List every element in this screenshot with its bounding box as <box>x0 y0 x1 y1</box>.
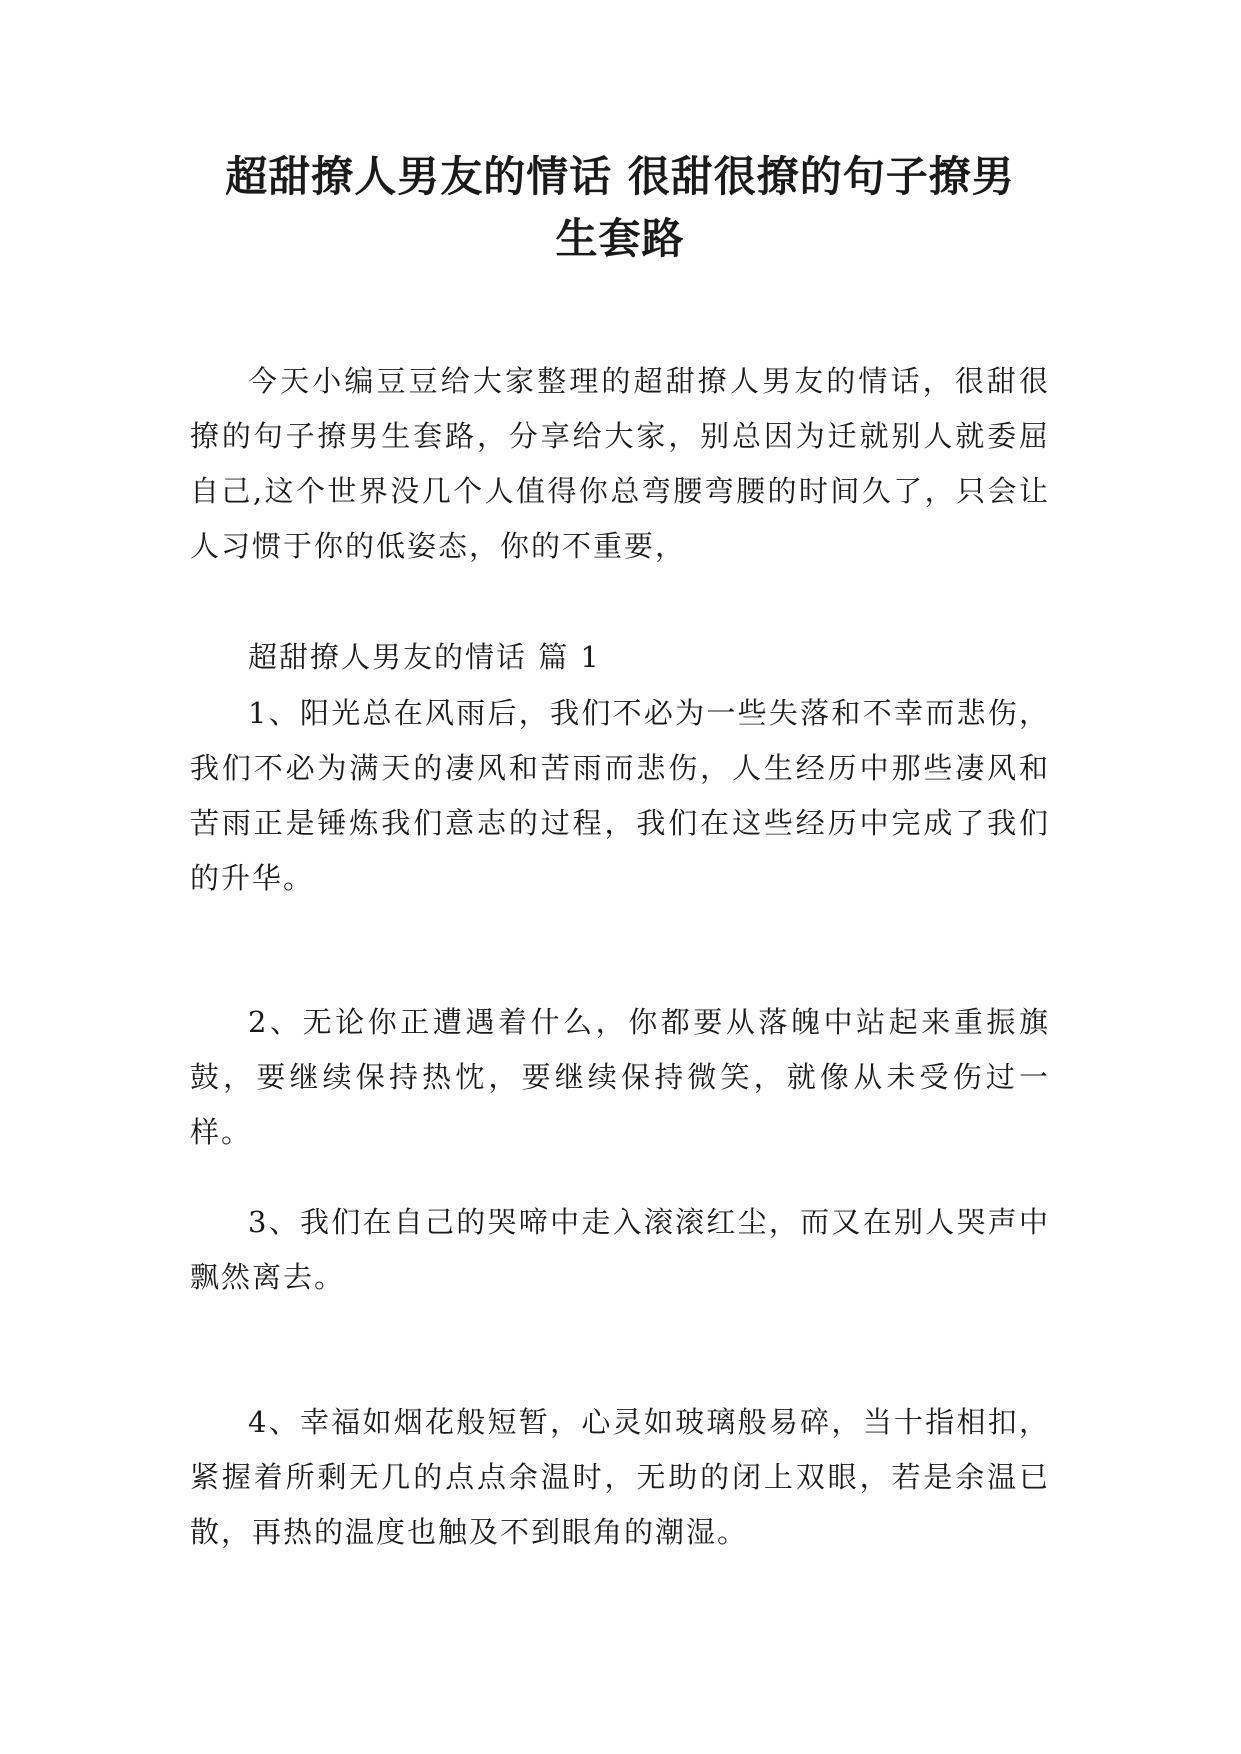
page-title <box>185 146 1055 270</box>
list-item: 4、幸福如烟花般短暂，心灵如玻璃般易碎，当十指相扣，紧握着所剩无几的点点余温时，无助的闭上双眼，若是余温已散，再热的温度也触及不到眼角的潮湿。 <box>190 1405 1050 1549</box>
section-heading: 超甜撩人男友的情话 篇 1 <box>248 640 601 674</box>
list-item: 2、无论你正遭遇着什么，你都要从落魄中站起来重振旗鼓，要继续保持热忱，要继续保持微笑，就像从未受伤过一样。 <box>190 1005 1050 1149</box>
title-line-1: 超甜撩人男友的情话 很甜很撩的句子撩男 <box>225 152 1015 201</box>
list-item: 3、我们在自己的哭啼中走入滚滚红尘，而又在别人哭声中飘然离去。 <box>190 1205 1050 1294</box>
list-item: 1、阳光总在风雨后，我们不必为一些失落和不幸而悲伤，我们不必为满天的凄风和苦雨而悲伤，人生经历中那些凄风和苦雨正是锤炼我们意志的过程，我们在这些经历中完成了我们的升华。 <box>190 696 1050 895</box>
intro-paragraph: 今天小编豆豆给大家整理的超甜撩人男友的情话，很甜很撩的句子撩男生套路，分享给大家，别总因为迁就别人就委屈自己,这个世界没几个人值得你总弯腰弯腰的时间久了，只会让人习惯于你的低姿态，你的不重要， <box>190 364 1050 563</box>
title-line-2: 生套路 <box>555 214 685 263</box>
